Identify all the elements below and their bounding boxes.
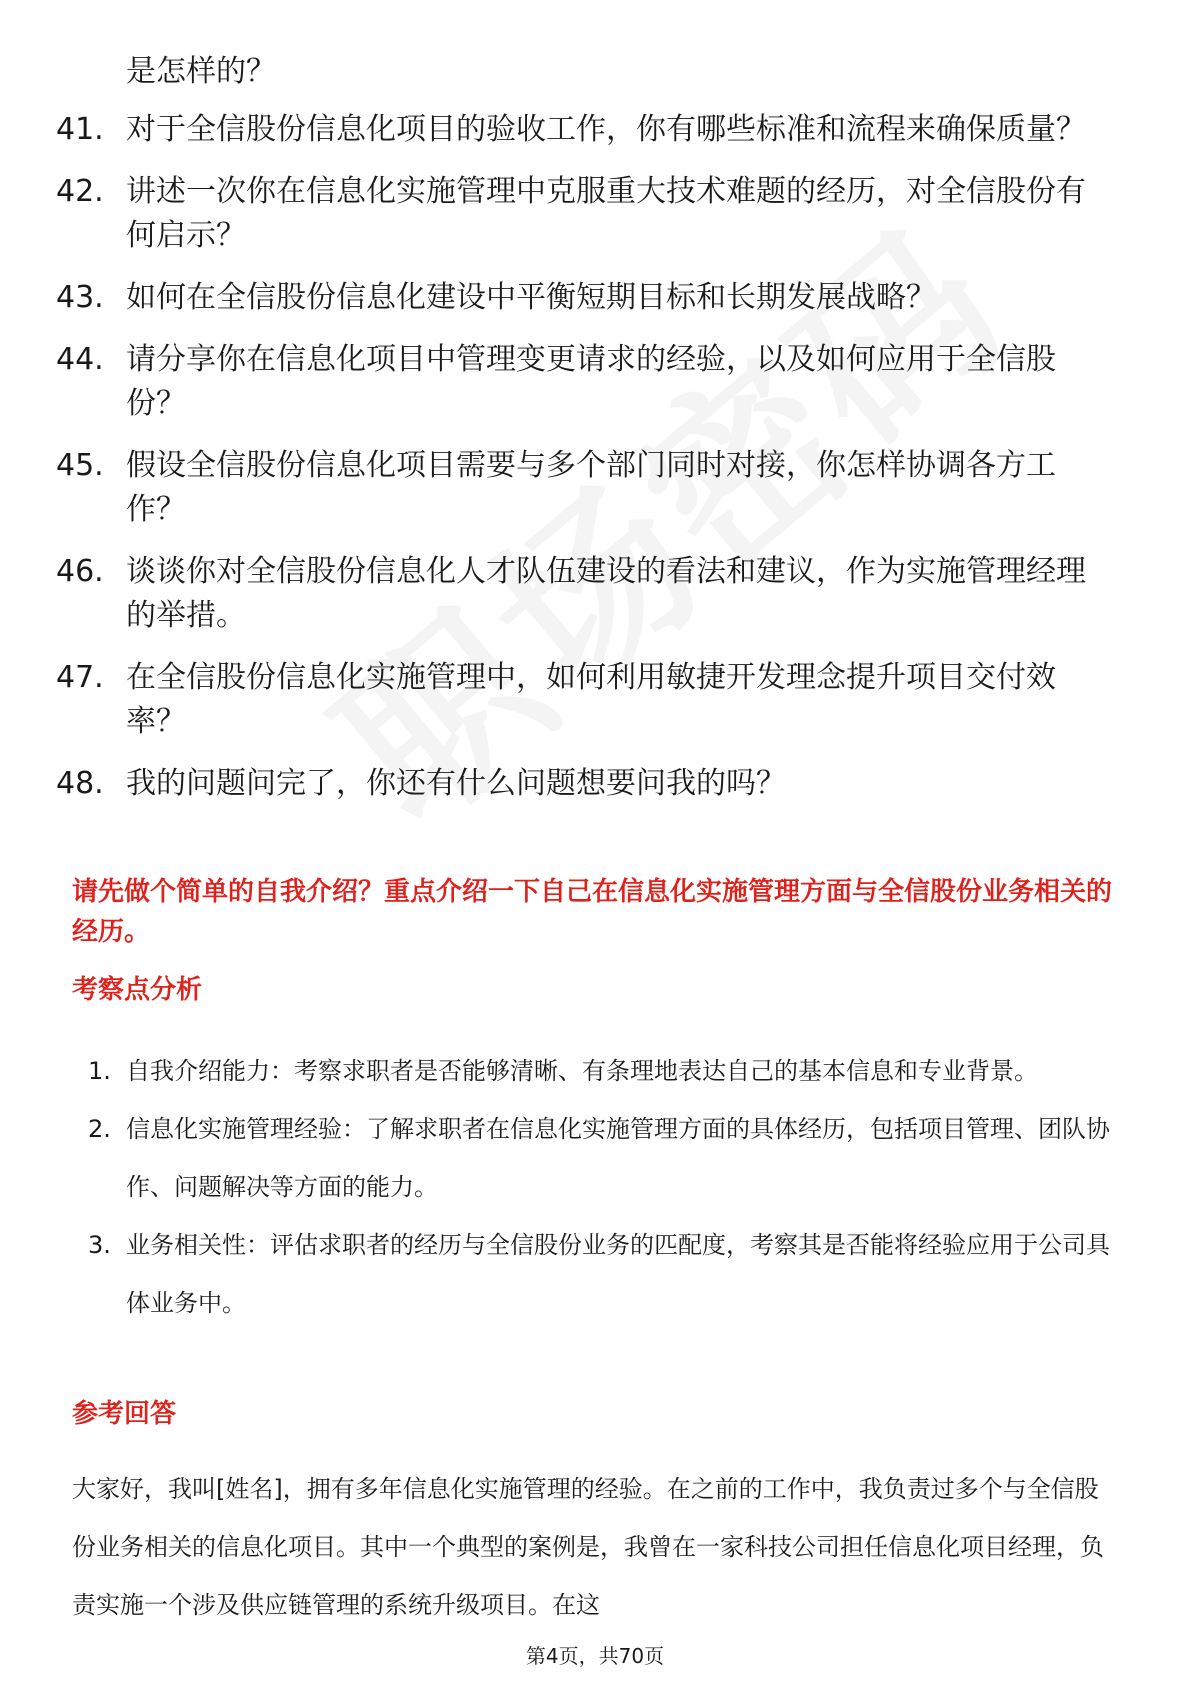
question-text: 在全信股份信息化实施管理中，如何利用敏捷开发理念提升项目交付效率？ <box>126 660 1056 739</box>
question-item <box>0 170 1190 258</box>
question-text: 对于全信股份信息化项目的验收工作，你有哪些标准和流程来确保质量？ <box>126 112 1086 147</box>
page-footer: 第4页，共70页 <box>525 1644 665 1668</box>
question-item <box>0 108 1190 152</box>
analysis-list <box>0 1042 1190 1332</box>
analysis-text: 信息化实施管理经验：了解求职者在信息化实施管理方面的具体经历，包括项目管理、团队协作、问题解决等方面的能力。 <box>126 1115 1110 1201</box>
question-list <box>0 108 1190 824</box>
question-number: 44. <box>56 342 104 377</box>
question-number: 42. <box>56 174 104 209</box>
question-continuation: 是怎样的？ <box>126 54 276 89</box>
question-text: 如何在全信股份信息化建设中平衡短期目标和长期发展战略？ <box>126 280 936 315</box>
question-number: 41. <box>56 112 104 147</box>
analysis-number: 2. <box>88 1115 111 1143</box>
analysis-text: 自我介绍能力：考察求职者是否能够清晰、有条理地表达自己的基本信息和专业背景。 <box>126 1057 1038 1085</box>
question-item <box>0 444 1190 532</box>
question-text: 我的问题问完了，你还有什么问题想要问我的吗？ <box>126 766 786 801</box>
answer-paragraph: 大家好，我叫[姓名]，拥有多年信息化实施管理的经验。在之前的工作中，我负责过多个与全信股份业务相关的信息化项目。其中一个典型的案例是，我曾在一家科技公司担任信息化项目经理，负责实施一个涉及供应链管理的系统升级项目。在这 <box>72 1475 1104 1619</box>
analysis-number: 3. <box>88 1231 111 1259</box>
analysis-heading: 考察点分析 <box>72 975 203 1005</box>
question-text: 讲述一次你在信息化实施管理中克服重大技术难题的经历，对全信股份有何启示？ <box>126 174 1086 253</box>
featured-question: 请先做个简单的自我介绍？重点介绍一下自己在信息化实施管理方面与全信股份业务相关的经历。 <box>72 877 1113 947</box>
question-text: 假设全信股份信息化项目需要与多个部门同时对接，你怎样协调各方工作？ <box>126 448 1056 527</box>
answer-heading: 参考回答 <box>72 1399 177 1429</box>
question-item <box>0 550 1190 638</box>
analysis-item <box>0 1216 1190 1332</box>
question-item <box>0 656 1190 744</box>
question-item <box>0 762 1190 806</box>
analysis-item <box>0 1100 1190 1216</box>
question-number: 48. <box>56 766 104 801</box>
question-number: 47. <box>56 660 104 695</box>
question-number: 46. <box>56 554 104 589</box>
question-item <box>0 338 1190 426</box>
analysis-item <box>0 1042 1190 1100</box>
question-text: 谈谈你对全信股份信息化人才队伍建设的看法和建议，作为实施管理经理的举措。 <box>126 554 1086 633</box>
question-number: 45. <box>56 448 104 483</box>
question-number: 43. <box>56 280 104 315</box>
question-text: 请分享你在信息化项目中管理变更请求的经验，以及如何应用于全信股份？ <box>126 342 1056 421</box>
analysis-number: 1. <box>88 1057 111 1085</box>
question-item <box>0 276 1190 320</box>
analysis-text: 业务相关性：评估求职者的经历与全信股份业务的匹配度，考察其是否能将经验应用于公司具体业务中。 <box>126 1231 1110 1317</box>
